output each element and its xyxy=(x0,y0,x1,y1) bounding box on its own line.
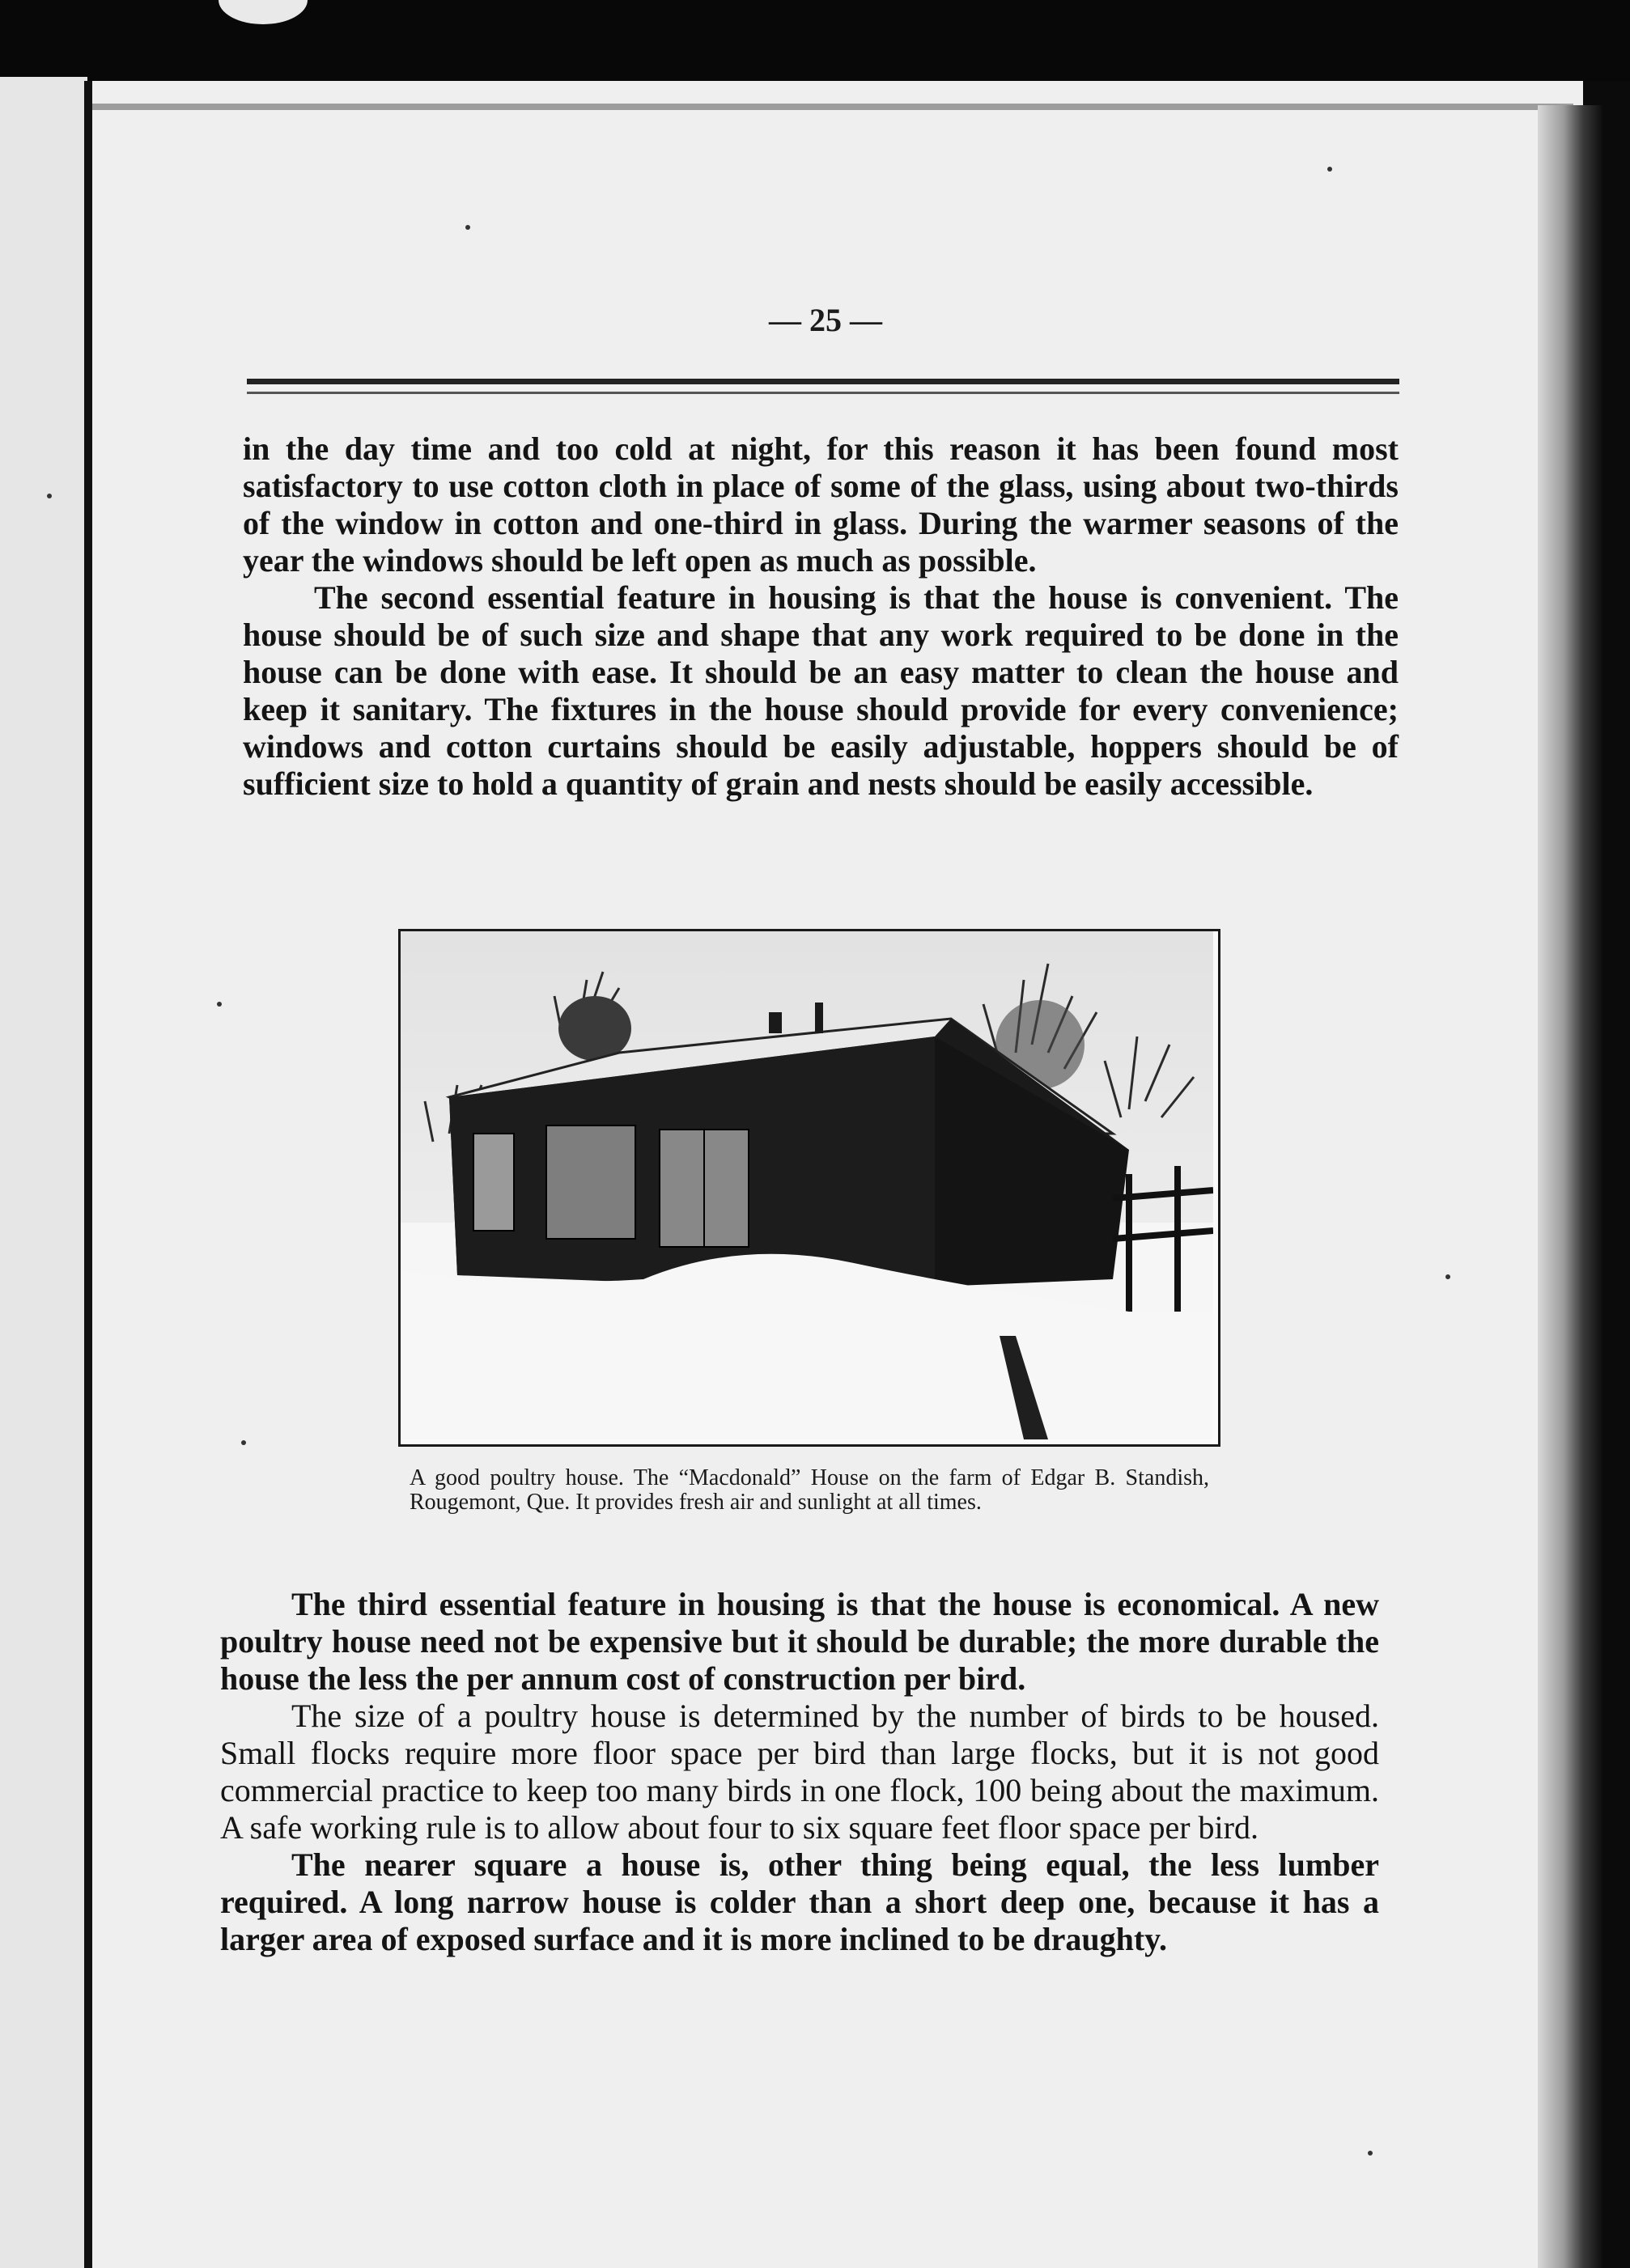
header-rule-thin xyxy=(247,392,1399,394)
poultry-house-photo-illustration xyxy=(401,931,1213,1439)
page-number: — 25 — xyxy=(769,302,882,338)
scan-speck xyxy=(1327,167,1332,172)
book-gutter xyxy=(84,81,92,2268)
paragraph: The size of a poultry house is determined by the number of birds to be housed. Small flocks require more floor space per bird than large flocks, but it is not good commercial practice to keep too many birds in one flock, 100 being about the maximum. A safe working rule is to allow about four to six square feet floor space per bird. xyxy=(220,1698,1379,1846)
scan-speck xyxy=(241,1440,246,1445)
scan-background-right xyxy=(1602,81,1630,2268)
scan-speck xyxy=(465,225,470,230)
scan-speck xyxy=(1368,2151,1373,2156)
top-text xyxy=(243,430,1399,803)
page-edge-shadow xyxy=(1538,105,1602,2268)
scan-speck xyxy=(47,494,52,498)
paragraph: The second essential feature in housing is that the house is convenient. The house should be of such size and shape that any work required to be done in the house can be done with ease. It should be an easy matter to clean the house and keep it sanitary. The fixtures in the house should provide for every convenience; windows and cotton curtains should be easily adjustable, hoppers should be of sufficient size to hold a quantity of grain and nests should be easily accessible. xyxy=(243,579,1399,802)
paragraph: The nearer square a house is, other thing being equal, the less lumber required. A long narrow house is colder than a short deep one, because it has a larger area of exposed surface and it is more inclined to be draughty. xyxy=(220,1846,1379,1957)
photo-poultry-house xyxy=(398,929,1220,1447)
header-rule xyxy=(247,379,1399,384)
adjacent-page-edge xyxy=(0,77,87,2268)
bottom-text xyxy=(220,1586,1379,1958)
scan-speck xyxy=(217,1002,222,1007)
paragraph: in the day time and too cold at night, for this reason it has been found most satisfactory to use cotton cloth in place of some of the glass, using about two-thirds of the window in cotton and one-third in glass. During the warmer seasons of the year the windows should be left open as much as possible. xyxy=(243,430,1399,579)
figure-caption: A good poultry house. The “Macdonald” House on the farm of Edgar B. Standish, Rougemont, Que. It provides fresh air and sunlight at all times. xyxy=(410,1465,1209,1515)
scan-speck xyxy=(1445,1274,1450,1279)
paragraph: The third essential feature in housing is that the house is economical. A new poultry house need not be expensive but it should be durable; the more durable the house the less the per annum cost of construction per bird. xyxy=(220,1586,1379,1697)
page-top-shadow xyxy=(92,104,1573,110)
